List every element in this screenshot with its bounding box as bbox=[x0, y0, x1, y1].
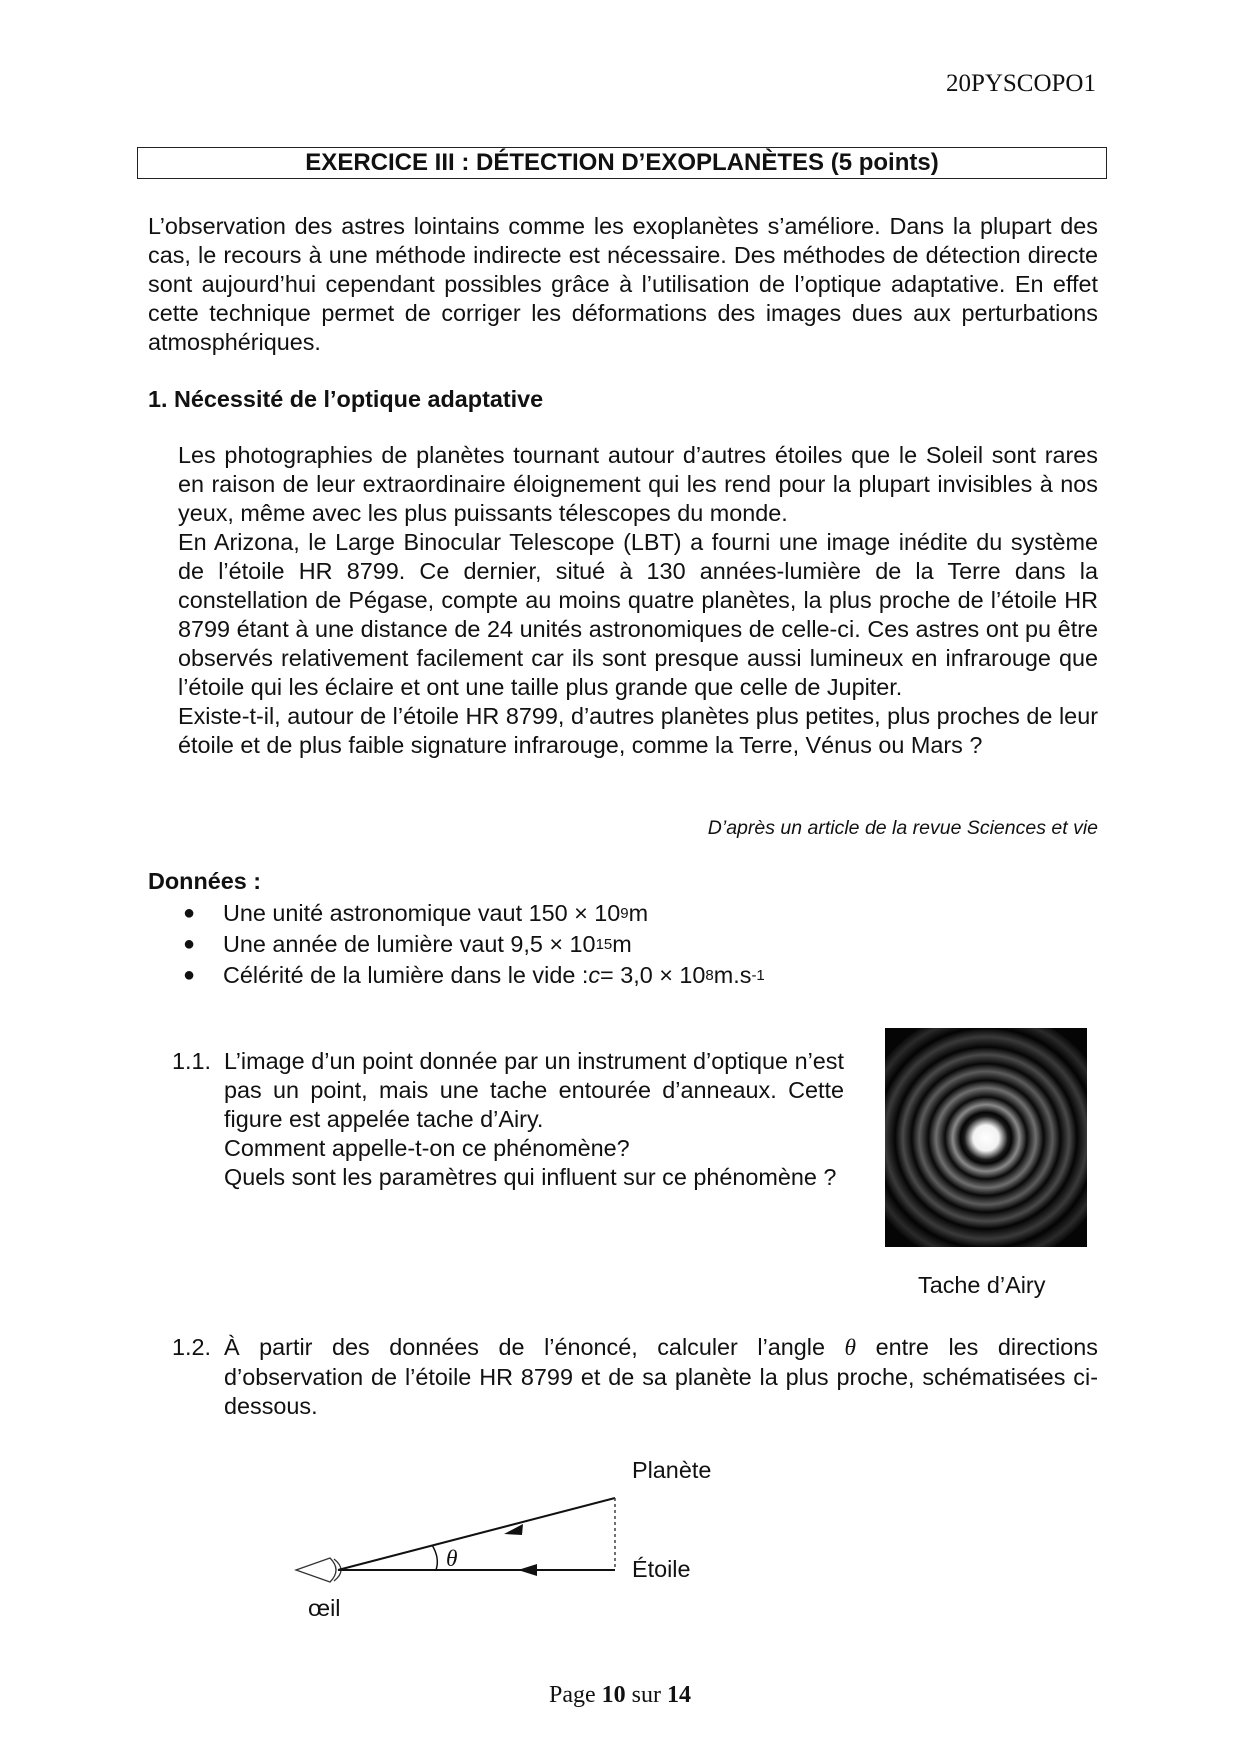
page-number: 10 bbox=[601, 1682, 626, 1708]
question-number: 1.2. bbox=[172, 1334, 212, 1360]
question-body: À partir des données de l’énoncé, calculer l’angle θ entre les directions d’observation de l’étoile HR 8799 et de sa planète la plus proche, schématisées ci-dessous. bbox=[224, 1334, 1098, 1419]
arrowhead-star bbox=[518, 1564, 537, 1576]
angle-label: θ bbox=[446, 1546, 458, 1572]
article-paragraph: En Arizona, le Large Binocular Telescope (LBT) a fourni une image inédite du système de l’étoile HR 8799. Ce dernier, situé à 130 années-lumière de la Terre dans la constellation de Pégase, compte au moins quatre planètes, la plus proche de l’étoile HR 8799 étant à une distance de 24 unités astronomiques de celle-ci. Ces astres ont pu être observés relativement facilement car ils sont presque aussi lumineux en infrarouge que l’étoile qui les éclaire et ont une taille plus grande que celle de Jupiter. bbox=[178, 529, 1098, 700]
planet-ray bbox=[338, 1498, 615, 1570]
exercise-title: EXERCICE III : DÉTECTION D’EXOPLANÈTES (5 points) bbox=[137, 147, 1107, 179]
article-text bbox=[178, 441, 1098, 760]
data-list bbox=[183, 898, 765, 991]
angle-arc bbox=[432, 1545, 437, 1570]
star-label: Étoile bbox=[632, 1556, 691, 1582]
article-paragraph: Existe-t-il, autour de l’étoile HR 8799, d’autres planètes plus petites, plus proches de leur étoile et de plus faible signature infrarouge, comme la Terre, Vénus ou Mars ? bbox=[178, 703, 1098, 758]
page-footer: Page 10 sur 14 bbox=[549, 1682, 691, 1708]
document-code: 20PYSCOPO1 bbox=[945, 70, 1096, 97]
question-number: 1.1. bbox=[172, 1048, 212, 1074]
section-heading: 1. Nécessité de l’optique adaptative bbox=[148, 386, 544, 412]
figure-caption: Tache d’Airy bbox=[918, 1272, 1046, 1298]
question-1-2 bbox=[172, 1333, 1098, 1433]
question-body: L’image d’un point donnée par un instrument d’optique n’est pas un point, mais une tache entourée d’anneaux. Cette figure est appelée tache d’Airy. Comment appelle-t-on ce phénomène? Quels sont les paramètres qui influent sur ce phénomène ? bbox=[224, 1048, 844, 1190]
data-item: ● Une unité astronomique vaut 150 × 10 9 m bbox=[183, 900, 649, 926]
data-item: ● Célérité de la lumière dans le vide : c = 3,0 × 10 8 m.s -1 bbox=[183, 962, 765, 988]
data-heading: Données : bbox=[148, 868, 262, 894]
article-source: D’après un article de la revue Sciences et vie bbox=[707, 817, 1098, 839]
bullet-icon: ● bbox=[183, 964, 196, 986]
bullet-icon: ● bbox=[183, 902, 196, 924]
airy-pattern-image bbox=[885, 1028, 1087, 1247]
question-1-1 bbox=[172, 1047, 844, 1237]
theta-symbol: θ bbox=[844, 1335, 857, 1361]
angle-diagram bbox=[290, 1450, 750, 1620]
data-item: ● Une année de lumière vaut 9,5 × 10 15 m bbox=[183, 931, 632, 957]
eye-icon bbox=[296, 1558, 336, 1582]
bullet-icon: ● bbox=[183, 933, 196, 955]
article-paragraph: Les photographies de planètes tournant autour d’autres étoiles que le Soleil sont rares en raison de leur extraordinaire éloignement qui les rend pour la plupart invisibles à nos yeux, même avec les plus puissants télescopes du monde. bbox=[178, 442, 1098, 526]
intro-paragraph: L’observation des astres lointains comme les exoplanètes s’améliore. Dans la plupart des cas, le recours à une méthode indirecte est nécessaire. Des méthodes de détection directe sont aujourd’hui cependant possibles grâce à l’utilisation de l’optique adaptative. En effet cette technique permet de corriger les déformations des images dues aux perturbations atmosphériques. bbox=[148, 213, 1098, 355]
page-total: 14 bbox=[667, 1682, 691, 1708]
eye-label: œil bbox=[308, 1595, 341, 1621]
planet-label: Planète bbox=[632, 1457, 712, 1483]
